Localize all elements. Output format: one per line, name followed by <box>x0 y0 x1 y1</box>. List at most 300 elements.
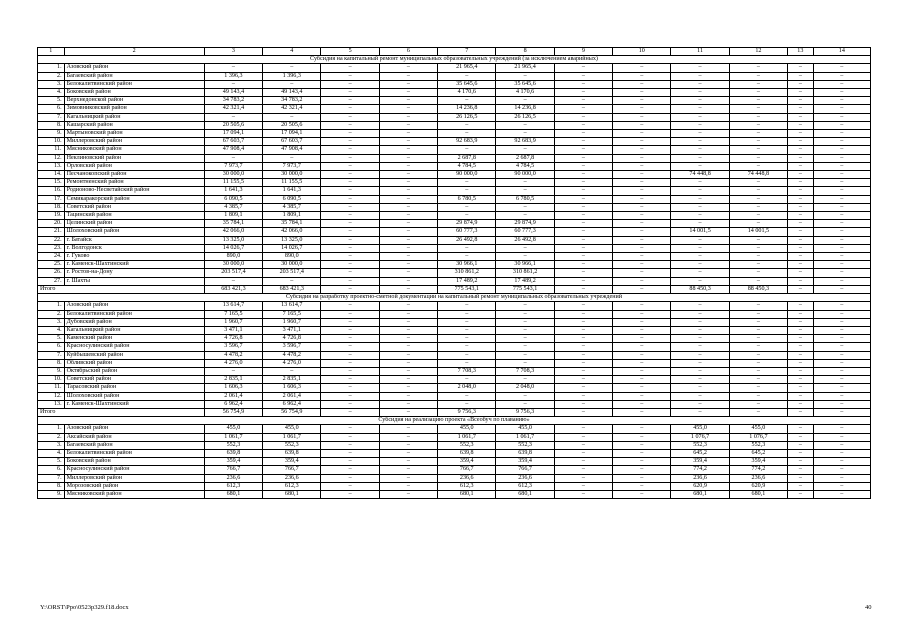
amount-cell: – <box>813 97 870 105</box>
amount-cell: 612,3 <box>204 482 262 490</box>
amount-cell: – <box>554 253 612 261</box>
amount-cell: – <box>788 154 814 162</box>
amount-cell: – <box>613 277 671 285</box>
amount-cell: – <box>321 474 379 482</box>
amount-cell: – <box>379 367 437 375</box>
amount-cell: 6 780,5 <box>438 195 496 203</box>
column-number-header: 8 <box>496 48 554 56</box>
section-title-row <box>38 56 871 64</box>
table-row <box>38 318 871 326</box>
amount-cell: 680,1 <box>438 490 496 498</box>
row-number: 19. <box>38 212 65 220</box>
amount-cell: – <box>813 392 870 400</box>
amount-cell: 552,3 <box>671 441 729 449</box>
amount-cell: – <box>813 162 870 170</box>
amount-cell: – <box>554 458 612 466</box>
amount-cell: – <box>379 171 437 179</box>
amount-cell: – <box>321 220 379 228</box>
amount-cell: – <box>321 146 379 154</box>
amount-cell: – <box>438 187 496 195</box>
amount-cell: 2 061,4 <box>263 392 321 400</box>
amount-cell: – <box>813 64 870 72</box>
amount-cell: – <box>671 269 729 277</box>
row-number: 13. <box>38 162 65 170</box>
amount-cell: – <box>671 203 729 211</box>
district-name: Мартыновский район <box>64 130 204 138</box>
row-number: 12. <box>38 392 65 400</box>
table-row <box>38 351 871 359</box>
table-row <box>38 146 871 154</box>
amount-cell: 6 962,4 <box>263 400 321 408</box>
amount-cell: 1 061,7 <box>263 433 321 441</box>
amount-cell: 766,7 <box>496 466 554 474</box>
district-name: Родионово-Несветайский район <box>64 187 204 195</box>
amount-cell: – <box>554 261 612 269</box>
amount-cell: – <box>613 359 671 367</box>
amount-cell: 17 094,1 <box>263 130 321 138</box>
amount-cell: 17 489,2 <box>438 277 496 285</box>
district-name: Советский район <box>64 203 204 211</box>
amount-cell: – <box>813 105 870 113</box>
amount-cell: – <box>671 236 729 244</box>
amount-cell: – <box>788 449 814 457</box>
amount-cell: 2 687,8 <box>438 154 496 162</box>
amount-cell: – <box>554 335 612 343</box>
amount-cell: – <box>788 220 814 228</box>
amount-cell: 236,6 <box>263 474 321 482</box>
amount-cell: – <box>263 154 321 162</box>
amount-cell: – <box>729 343 787 351</box>
amount-cell: – <box>554 351 612 359</box>
amount-cell: – <box>321 318 379 326</box>
amount-cell: 680,1 <box>204 490 262 498</box>
amount-cell: 35 784,1 <box>204 220 262 228</box>
row-number: 16. <box>38 187 65 195</box>
table-row <box>38 105 871 113</box>
amount-cell: – <box>613 392 671 400</box>
amount-cell: – <box>788 64 814 72</box>
row-number: 10. <box>38 138 65 146</box>
amount-cell: – <box>813 72 870 80</box>
amount-cell: 14 001,5 <box>671 228 729 236</box>
amount-cell: – <box>788 433 814 441</box>
amount-cell: – <box>788 253 814 261</box>
amount-cell: – <box>613 64 671 72</box>
amount-cell: – <box>438 376 496 384</box>
amount-cell: – <box>554 105 612 113</box>
amount-cell: – <box>554 466 612 474</box>
amount-cell: – <box>321 187 379 195</box>
amount-cell: – <box>729 376 787 384</box>
district-name: Обливский район <box>64 359 204 367</box>
column-number-header: 3 <box>204 48 262 56</box>
amount-cell: – <box>554 187 612 195</box>
amount-cell: 42 321,4 <box>263 105 321 113</box>
district-name: Боковский район <box>64 458 204 466</box>
amount-cell: 47 908,4 <box>204 146 262 154</box>
amount-cell: – <box>554 220 612 228</box>
amount-cell: – <box>671 343 729 351</box>
table-row <box>38 228 871 236</box>
table-row <box>38 343 871 351</box>
amount-cell: – <box>438 253 496 261</box>
amount-cell: – <box>813 228 870 236</box>
amount-cell: 680,1 <box>496 490 554 498</box>
amount-cell: – <box>554 236 612 244</box>
amount-cell: – <box>813 171 870 179</box>
amount-cell: 29 874,9 <box>438 220 496 228</box>
amount-cell: – <box>554 121 612 129</box>
amount-cell: 13 325,0 <box>263 236 321 244</box>
amount-cell: – <box>204 277 262 285</box>
amount-cell: – <box>554 179 612 187</box>
district-name: Кашарский район <box>64 121 204 129</box>
amount-cell: – <box>554 72 612 80</box>
amount-cell: – <box>204 113 262 121</box>
row-number: 2. <box>38 72 65 80</box>
subsidy-table <box>37 47 871 499</box>
amount-cell: 13 614,7 <box>204 302 262 310</box>
amount-cell: 35 645,6 <box>496 80 554 88</box>
amount-cell: – <box>321 97 379 105</box>
amount-cell: – <box>813 212 870 220</box>
amount-cell: 11 155,5 <box>204 179 262 187</box>
column-number-header: 5 <box>321 48 379 56</box>
amount-cell: – <box>788 113 814 121</box>
amount-cell: – <box>321 310 379 318</box>
amount-cell: – <box>729 367 787 375</box>
amount-cell: 236,6 <box>496 474 554 482</box>
amount-cell: 30 000,0 <box>204 171 262 179</box>
amount-cell: – <box>813 359 870 367</box>
amount-cell: 455,0 <box>671 425 729 433</box>
amount-cell: – <box>788 326 814 334</box>
amount-cell: – <box>321 400 379 408</box>
amount-cell: – <box>496 179 554 187</box>
amount-cell: – <box>438 318 496 326</box>
amount-cell: 552,3 <box>496 441 554 449</box>
amount-cell: 14 236,8 <box>496 105 554 113</box>
district-name: Семикаракорский район <box>64 195 204 203</box>
amount-cell: – <box>788 474 814 482</box>
total-amount-cell: – <box>321 408 379 416</box>
amount-cell: 359,4 <box>263 458 321 466</box>
column-number-header: 7 <box>438 48 496 56</box>
amount-cell: – <box>813 277 870 285</box>
district-name: Красносулинский район <box>64 343 204 351</box>
amount-cell: 67 603,7 <box>263 138 321 146</box>
amount-cell: – <box>379 97 437 105</box>
amount-cell: 766,7 <box>204 466 262 474</box>
amount-cell: – <box>729 64 787 72</box>
amount-cell: – <box>813 195 870 203</box>
amount-cell: 1 960,7 <box>263 318 321 326</box>
amount-cell: – <box>379 64 437 72</box>
amount-cell: – <box>788 105 814 113</box>
table-row <box>38 236 871 244</box>
amount-cell: 1 076,7 <box>671 433 729 441</box>
amount-cell: – <box>613 318 671 326</box>
amount-cell: – <box>813 130 870 138</box>
amount-cell: – <box>613 212 671 220</box>
amount-cell: – <box>321 335 379 343</box>
table-row <box>38 244 871 252</box>
amount-cell: – <box>321 367 379 375</box>
amount-cell: – <box>321 121 379 129</box>
district-name: Боковский район <box>64 89 204 97</box>
amount-cell: 236,6 <box>671 474 729 482</box>
amount-cell: – <box>613 490 671 498</box>
amount-cell: – <box>263 80 321 88</box>
column-number-header: 14 <box>813 48 870 56</box>
amount-cell: – <box>438 351 496 359</box>
amount-cell: – <box>813 482 870 490</box>
amount-cell: – <box>613 89 671 97</box>
district-name: г. Батайск <box>64 236 204 244</box>
amount-cell: – <box>813 269 870 277</box>
table-row <box>38 97 871 105</box>
table-row <box>38 261 871 269</box>
amount-cell: – <box>613 310 671 318</box>
amount-cell: – <box>813 220 870 228</box>
row-number: 17. <box>38 195 65 203</box>
amount-cell: – <box>204 154 262 162</box>
amount-cell: 639,8 <box>204 449 262 457</box>
amount-cell: – <box>379 326 437 334</box>
amount-cell: – <box>671 326 729 334</box>
amount-cell: 13 614,7 <box>263 302 321 310</box>
amount-cell: – <box>788 212 814 220</box>
amount-cell: – <box>813 384 870 392</box>
amount-cell: 14 026,7 <box>204 244 262 252</box>
amount-cell: – <box>788 171 814 179</box>
table-row <box>38 433 871 441</box>
amount-cell: – <box>613 343 671 351</box>
amount-cell: – <box>379 376 437 384</box>
district-name: Октябрьский район <box>64 367 204 375</box>
row-number: 11. <box>38 146 65 154</box>
row-number: 6. <box>38 105 65 113</box>
table-row <box>38 474 871 482</box>
amount-cell: – <box>613 113 671 121</box>
section-title: Субсидия на разработку проектно-сметной документации на капитальный ремонт муниципальных образовательных учреждений <box>38 294 871 302</box>
amount-cell: 1 061,7 <box>438 433 496 441</box>
amount-cell: 26 492,8 <box>496 236 554 244</box>
amount-cell: – <box>729 203 787 211</box>
table-row <box>38 359 871 367</box>
row-number: 5. <box>38 458 65 466</box>
amount-cell: – <box>554 146 612 154</box>
amount-cell: – <box>613 146 671 154</box>
amount-cell: 14 026,7 <box>263 244 321 252</box>
amount-cell: – <box>613 72 671 80</box>
amount-cell: 7 973,7 <box>263 162 321 170</box>
amount-cell: – <box>671 89 729 97</box>
amount-cell: 455,0 <box>204 425 262 433</box>
amount-cell: – <box>379 130 437 138</box>
amount-cell: – <box>379 162 437 170</box>
district-name: Миллеровский район <box>64 138 204 146</box>
amount-cell: – <box>438 121 496 129</box>
amount-cell: 1 606,3 <box>263 384 321 392</box>
amount-cell: – <box>496 187 554 195</box>
district-name: Ремонтненский район <box>64 179 204 187</box>
amount-cell: – <box>554 474 612 482</box>
table-row <box>38 326 871 334</box>
amount-cell: – <box>554 64 612 72</box>
amount-cell: – <box>496 121 554 129</box>
amount-cell: – <box>496 203 554 211</box>
amount-cell: 2 835,1 <box>263 376 321 384</box>
amount-cell: – <box>788 97 814 105</box>
amount-cell: – <box>379 343 437 351</box>
amount-cell: – <box>813 261 870 269</box>
amount-cell: – <box>554 482 612 490</box>
amount-cell: 1 061,7 <box>204 433 262 441</box>
amount-cell: 34 783,2 <box>204 97 262 105</box>
amount-cell: – <box>379 228 437 236</box>
amount-cell: – <box>788 130 814 138</box>
table-row <box>38 466 871 474</box>
amount-cell: – <box>379 195 437 203</box>
table-row <box>38 302 871 310</box>
amount-cell: – <box>379 212 437 220</box>
table-row <box>38 72 871 80</box>
table-row <box>38 220 871 228</box>
amount-cell: – <box>671 261 729 269</box>
total-amount-cell: – <box>379 285 437 293</box>
total-amount-cell: 9 756,3 <box>496 408 554 416</box>
amount-cell: – <box>788 351 814 359</box>
district-name: Багаевский район <box>64 441 204 449</box>
column-number-header: 1 <box>38 48 65 56</box>
row-number: 27. <box>38 277 65 285</box>
amount-cell: – <box>671 277 729 285</box>
amount-cell: – <box>496 253 554 261</box>
amount-cell: 30 966,1 <box>438 261 496 269</box>
amount-cell: – <box>813 335 870 343</box>
amount-cell: – <box>729 261 787 269</box>
amount-cell: – <box>788 121 814 129</box>
amount-cell: – <box>554 244 612 252</box>
amount-cell: – <box>321 89 379 97</box>
amount-cell: – <box>729 220 787 228</box>
amount-cell: – <box>321 195 379 203</box>
amount-cell: 203 517,4 <box>204 269 262 277</box>
amount-cell: – <box>613 269 671 277</box>
amount-cell: 6 090,5 <box>204 195 262 203</box>
amount-cell: – <box>613 203 671 211</box>
table-row <box>38 80 871 88</box>
amount-cell: – <box>729 253 787 261</box>
amount-cell: 21 965,4 <box>496 64 554 72</box>
total-amount-cell: – <box>613 408 671 416</box>
amount-cell: – <box>813 466 870 474</box>
amount-cell: 766,7 <box>438 466 496 474</box>
amount-cell: – <box>729 277 787 285</box>
amount-cell: 4 478,2 <box>204 351 262 359</box>
table-row <box>38 64 871 72</box>
total-amount-cell: 56 754,9 <box>204 408 262 416</box>
district-name: Азовский район <box>64 302 204 310</box>
amount-cell: – <box>788 310 814 318</box>
table-row <box>38 400 871 408</box>
amount-cell: 74 448,8 <box>671 171 729 179</box>
amount-cell: – <box>496 343 554 351</box>
amount-cell: – <box>788 441 814 449</box>
district-name: Белокалитвинский район <box>64 449 204 457</box>
amount-cell: 42 321,4 <box>204 105 262 113</box>
amount-cell: – <box>613 228 671 236</box>
table-row <box>38 392 871 400</box>
amount-cell: 7 708,3 <box>438 367 496 375</box>
amount-cell: – <box>321 343 379 351</box>
amount-cell: – <box>613 195 671 203</box>
district-name: Морозовский район <box>64 482 204 490</box>
amount-cell: – <box>613 105 671 113</box>
amount-cell: – <box>671 376 729 384</box>
amount-cell: – <box>613 302 671 310</box>
table-row <box>38 376 871 384</box>
amount-cell: – <box>788 179 814 187</box>
amount-cell: – <box>613 261 671 269</box>
total-amount-cell: 88 450,3 <box>671 285 729 293</box>
district-name: г. Каменск-Шахтинский <box>64 261 204 269</box>
amount-cell: – <box>438 335 496 343</box>
row-number: 25. <box>38 261 65 269</box>
row-number: 13. <box>38 400 65 408</box>
amount-cell: – <box>813 121 870 129</box>
amount-cell: – <box>788 335 814 343</box>
total-amount-cell: – <box>379 408 437 416</box>
row-number: 4. <box>38 449 65 457</box>
amount-cell: – <box>671 310 729 318</box>
amount-cell: 552,3 <box>204 441 262 449</box>
amount-cell: – <box>321 376 379 384</box>
amount-cell: – <box>813 433 870 441</box>
amount-cell: – <box>729 392 787 400</box>
amount-cell: 4 784,5 <box>496 162 554 170</box>
amount-cell: 612,3 <box>263 482 321 490</box>
amount-cell: – <box>554 318 612 326</box>
table-row <box>38 367 871 375</box>
district-name: Белокалитвинский район <box>64 80 204 88</box>
amount-cell: – <box>554 113 612 121</box>
amount-cell: – <box>671 351 729 359</box>
amount-cell: – <box>554 425 612 433</box>
amount-cell: – <box>321 72 379 80</box>
amount-cell: – <box>379 351 437 359</box>
amount-cell: 4 478,2 <box>263 351 321 359</box>
amount-cell: – <box>788 490 814 498</box>
amount-cell: – <box>671 72 729 80</box>
amount-cell: – <box>671 220 729 228</box>
amount-cell: – <box>554 80 612 88</box>
amount-cell: 7 165,5 <box>263 310 321 318</box>
amount-cell: – <box>729 162 787 170</box>
amount-cell: 30 966,1 <box>496 261 554 269</box>
amount-cell: – <box>613 335 671 343</box>
amount-cell: – <box>729 113 787 121</box>
amount-cell: – <box>321 466 379 474</box>
amount-cell: 645,2 <box>671 449 729 457</box>
amount-cell: – <box>379 449 437 457</box>
district-name: Каменский район <box>64 335 204 343</box>
amount-cell: 20 505,6 <box>263 121 321 129</box>
column-number-header: 6 <box>379 48 437 56</box>
amount-cell: – <box>813 318 870 326</box>
amount-cell: – <box>321 482 379 490</box>
